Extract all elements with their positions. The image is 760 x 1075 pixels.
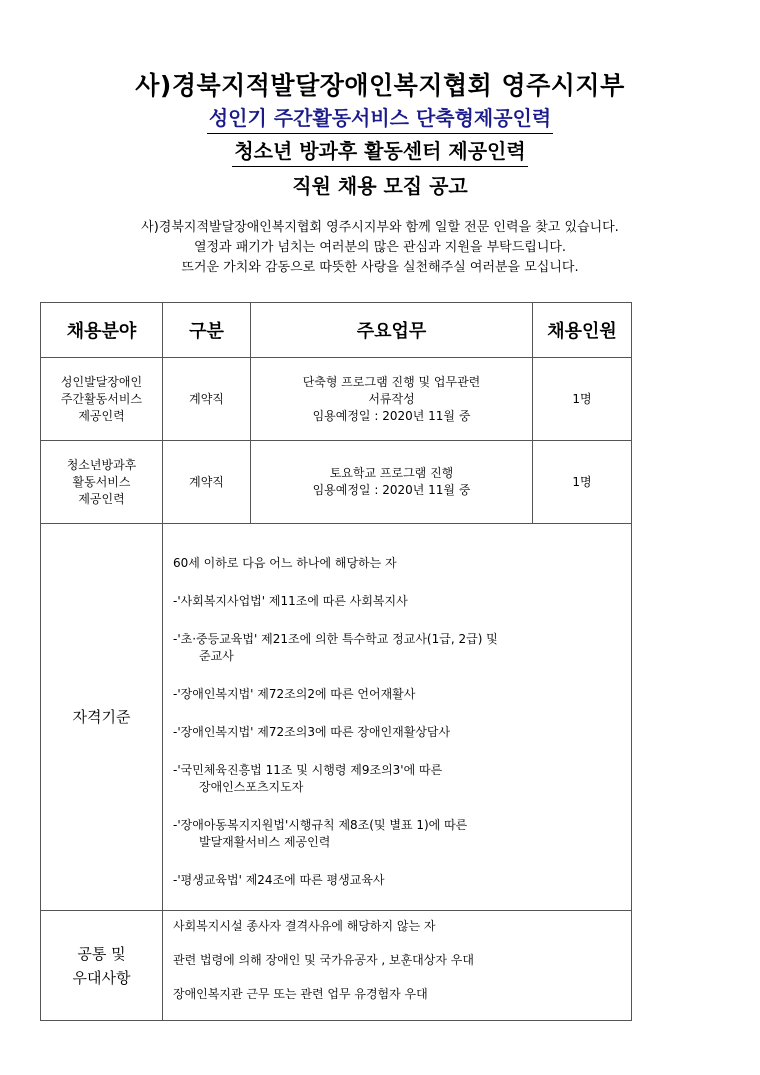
duty-line: 서류작성 <box>368 391 415 406</box>
qualification-item: -'장애인복지법' 제72조의3에 따른 장애인재활상담사 <box>173 725 451 739</box>
qualification-intro: 60세 이하로 다음 어느 하나에 해당하는 자 <box>173 556 397 570</box>
field-line: 청소년방과후 <box>66 457 137 472</box>
intro-line: 뜨거운 가치와 감동으로 따뜻한 사랑을 실천해주실 여러분을 모십니다. <box>181 260 579 275</box>
preference-item: 사회복지시설 종사자 결격사유에 해당하지 않는 자 <box>173 919 436 933</box>
intro-text <box>0 218 760 278</box>
intro-line: 열정과 패기가 넘치는 여러분의 많은 관심과 지원을 부탁드립니다. <box>193 240 567 255</box>
preference-item: 관련 법령에 의해 장애인 및 국가유공자 , 보훈대상자 우대 <box>173 953 474 967</box>
field-cell <box>41 358 163 441</box>
field-line: 성인발달장애인 <box>60 374 143 389</box>
table-row <box>41 358 632 441</box>
field-cell <box>41 441 163 524</box>
qualification-label: 자격기준 <box>41 524 163 911</box>
type-cell: 계약직 <box>163 358 251 441</box>
notice-title: 직원 채용 모집 공고 <box>292 174 468 198</box>
header-duties: 주요업무 <box>251 303 533 358</box>
duty-line: 토요학교 프로그램 진행 <box>329 466 454 480</box>
qualification-content <box>163 524 632 911</box>
recruitment-table <box>40 302 632 1021</box>
qualification-row <box>41 524 632 911</box>
count-cell: 1명 <box>533 358 632 441</box>
field-line: 활동서비스 <box>72 474 131 489</box>
qualification-item: -'장애인복지법' 제72조의2에 따른 언어재활사 <box>173 687 416 701</box>
preference-row <box>41 911 632 1021</box>
org-title: 사)경북지적발달장애인복지협회 영주시지부 <box>135 71 625 100</box>
field-line: 제공인력 <box>78 491 125 506</box>
field-line: 주간활동서비스 <box>60 391 143 406</box>
qualification-item: -'초·중등교육법' 제21조에 의한 특수학교 정교사(1급, 2급) 및 준교사 <box>173 632 498 663</box>
position-title-1: 성인기 주간활동서비스 단축형제공인력 <box>207 104 553 134</box>
preference-item: 장애인복지관 근무 또는 관련 업무 유경험자 우대 <box>173 987 428 1001</box>
duty-line: 단축형 프로그램 진행 및 업무관련 <box>302 374 481 389</box>
position-title-2: 청소년 방과후 활동센터 제공인력 <box>232 137 527 167</box>
table-row <box>41 441 632 524</box>
qualification-item: -'장애아동복지지원법'시행규칙 제8조(및 별표 1)에 따른 발달재활서비스 제공인력 <box>173 818 468 849</box>
duty-line: 임용예정일 : 2020년 11월 중 <box>312 483 471 497</box>
preference-label: 공통 및 우대사항 <box>41 911 163 1021</box>
duties-cell <box>251 441 533 524</box>
qualification-item: -'평생교육법' 제24조에 따른 평생교육사 <box>173 873 385 887</box>
header-type: 구분 <box>163 303 251 358</box>
header-count: 채용인원 <box>533 303 632 358</box>
type-cell: 계약직 <box>163 441 251 524</box>
duty-line: 임용예정일 : 2020년 11월 중 <box>312 408 471 423</box>
field-line: 제공인력 <box>78 408 125 423</box>
header-field: 채용분야 <box>41 303 163 358</box>
intro-line: 사)경북지적발달장애인복지협회 영주시지부와 함께 일할 전문 인력을 찾고 있습니다. <box>141 220 619 235</box>
count-cell: 1명 <box>533 441 632 524</box>
qualification-item: -'국민체육진흥법 11조 및 시행령 제9조의3'에 따른 장애인스포츠지도자 <box>173 763 443 794</box>
duties-cell <box>251 358 533 441</box>
qualification-item: -'사회복지사업법' 제11조에 따른 사회복지사 <box>173 594 408 608</box>
table-header-row <box>41 303 632 358</box>
title-block <box>0 68 760 201</box>
preference-content <box>163 911 632 1021</box>
